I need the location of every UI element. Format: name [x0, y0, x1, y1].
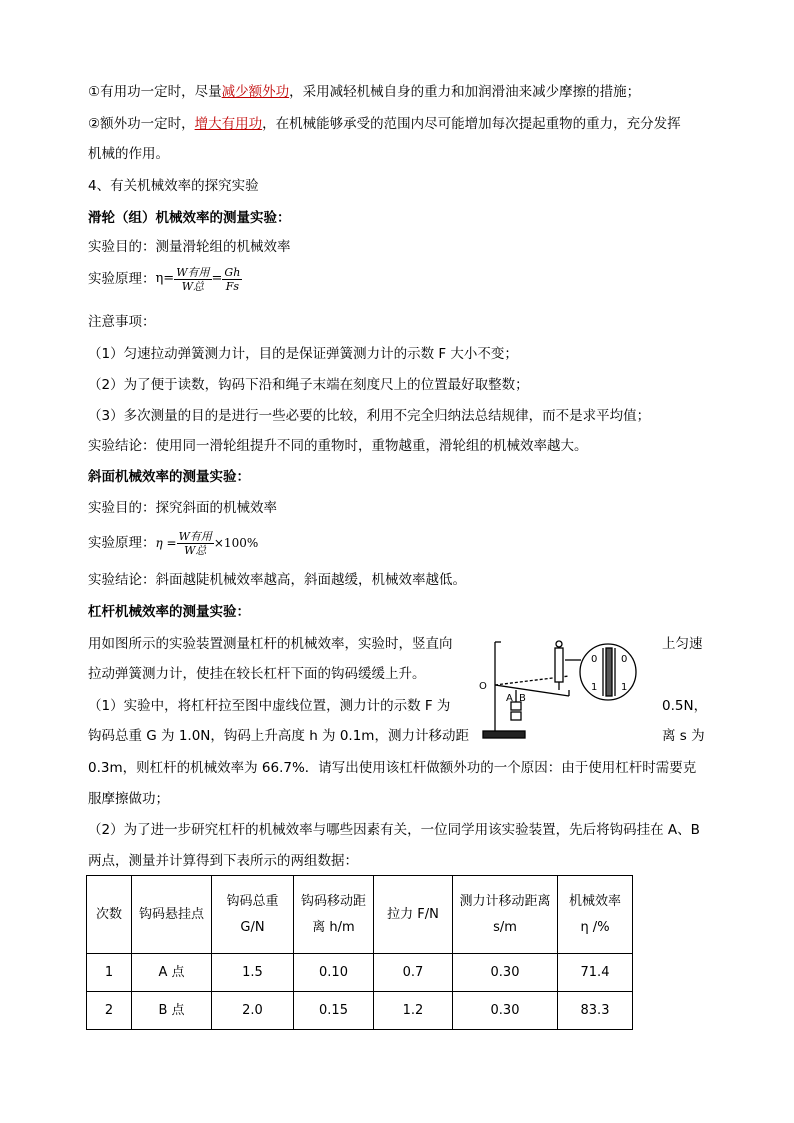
header-cell — [212, 876, 294, 954]
header-cell — [132, 876, 212, 954]
cell: 0.7 — [374, 954, 453, 992]
cell: A 点 — [132, 954, 212, 992]
header-cell — [87, 876, 132, 954]
header-text: G/N — [240, 919, 265, 935]
incline-heading: 斜面机械效率的测量实验： — [88, 469, 250, 485]
header-text: 机械效率 — [568, 893, 621, 909]
cell: 1.2 — [374, 992, 453, 1030]
lever-line-3b: 0.5N， — [662, 698, 708, 714]
scale-ring — [556, 641, 562, 647]
lever-line-2: 拉动弹簧测力计，使挂在较长杠杆下面的钩码缓缓上升。 — [88, 666, 426, 682]
cell: 1.5 — [212, 954, 294, 992]
text: ①有用功一定时，尽量 — [88, 84, 222, 100]
lever-line-8: 两点，测量并计算得到下表所示的两组数据： — [88, 853, 358, 869]
incline-purpose: 实验目的：探究斜面的机械效率 — [88, 500, 277, 516]
stand-base — [483, 731, 525, 738]
lever-line-4b: 离 s 为 — [662, 728, 705, 744]
numerator: W有用 — [176, 265, 210, 279]
table-header-row — [87, 876, 633, 954]
fraction-work — [177, 530, 214, 557]
lever-line-6: 服摩擦做功； — [88, 791, 169, 807]
pulley-conclusion: 实验结论：使用同一滑轮组提升不同的重物时，重物越重，滑轮组的机械效率越大。 — [88, 438, 588, 454]
header-text: 测力计移动距离 — [459, 893, 551, 909]
cell: 0.30 — [453, 992, 558, 1030]
denominator: Fs — [225, 279, 239, 293]
header-text: 离 h/m — [312, 919, 355, 935]
principle-label: 实验原理： — [88, 535, 156, 551]
header-text: 钩码移动距 — [300, 893, 366, 909]
table-row — [87, 954, 633, 992]
fraction-gh-fs — [222, 266, 242, 293]
paragraph-2 — [88, 114, 681, 134]
cell: 2 — [87, 992, 132, 1030]
header-cell — [453, 876, 558, 954]
lever-line-1a: 用如图所示的实验装置测量杠杆的机械效率，实验时，竖直向 — [88, 636, 453, 652]
scale-one: 1 — [591, 682, 598, 693]
numerator: Gh — [224, 265, 241, 279]
pulley-purpose: 实验目的：测量滑轮组的机械效率 — [88, 239, 291, 255]
lever-heading: 杠杆机械效率的测量实验： — [88, 604, 250, 620]
cell: B 点 — [132, 992, 212, 1030]
cell: 1 — [87, 954, 132, 992]
pulley-notes-label: 注意事项： — [88, 314, 156, 330]
table-row — [87, 992, 633, 1030]
section-heading-4: 4、有关机械效率的探究实验 — [88, 178, 259, 194]
cell: 0.15 — [294, 992, 374, 1030]
cell: 71.4 — [558, 954, 633, 992]
lever-apparatus-figure — [473, 630, 653, 744]
header-text: s/m — [493, 919, 517, 935]
lever-data-table — [86, 875, 633, 1030]
scale-one-right: 1 — [621, 682, 628, 693]
text: ②额外功一定时， — [88, 116, 195, 132]
pulley-principle — [88, 264, 242, 294]
scale-zero-right: 0 — [621, 654, 628, 665]
denominator: W总 — [184, 543, 207, 557]
pulley-heading: 滑轮（组）机械效率的测量实验： — [88, 210, 291, 226]
cell: 83.3 — [558, 992, 633, 1030]
paragraph-1 — [88, 82, 640, 102]
header-text: 钩码总重 — [226, 893, 279, 909]
header-cell — [374, 876, 453, 954]
cell: 0.30 — [453, 954, 558, 992]
pulley-note-3: （3）多次测量的目的是进行一些必要的比较，利用不完全归纳法总结规律，而不是求平均值； — [88, 408, 651, 424]
cell: 0.10 — [294, 954, 374, 992]
header-text: 拉力 F/N — [387, 906, 439, 922]
hook-weight-2 — [511, 712, 521, 720]
label-a: A — [506, 693, 513, 704]
lever-line-4a: 钩码总重 G 为 1.0N，钩码上升高度 h 为 0.1m，测力计移动距 — [88, 728, 469, 744]
incline-conclusion: 实验结论：斜面越陡机械效率越高，斜面越缓，机械效率越低。 — [88, 572, 466, 588]
lever-line-5: 0.3m，则杠杆的机械效率为 66.7%．请写出使用该杠杆做额外功的一个原因：由于使用杠杆时需要克 — [88, 760, 697, 776]
header-text: 钩码悬挂点 — [138, 906, 204, 922]
highlight-reduce-extra-work: 减少额外功 — [221, 84, 290, 100]
incline-principle — [88, 527, 258, 559]
cell: 2.0 — [212, 992, 294, 1030]
label-o: O — [479, 681, 487, 692]
text: ，在机械能够承受的范围内尽可能增加每次提起重物的重力，充分发挥 — [262, 116, 681, 132]
paragraph-3: 机械的作用。 — [88, 146, 169, 162]
header-cell — [558, 876, 633, 954]
spring-scale — [555, 648, 563, 682]
times-100-percent: ×100% — [213, 536, 259, 550]
denominator: W总 — [181, 279, 204, 293]
magnifier-pointer — [606, 648, 612, 696]
lever-line-7: （2）为了进一步研究杠杆的机械效率与哪些因素有关，一位同学用该实验装置，先后将钩码挂在 A、B — [88, 822, 700, 838]
scale-zero: 0 — [591, 654, 598, 665]
eta-symbol: η = — [155, 536, 177, 550]
equals-sign: = — [211, 271, 223, 286]
header-text: η /% — [580, 919, 610, 935]
lever-line-3a: （1）实验中，将杠杆拉至图中虚线位置，测力计的示数 F 为 — [88, 698, 451, 714]
pulley-note-1: （1）匀速拉动弹簧测力计，目的是保证弹簧测力计的示数 F 大小不变； — [88, 346, 518, 362]
numerator: W有用 — [178, 529, 212, 543]
header-text: 次数 — [95, 906, 122, 922]
header-cell — [294, 876, 374, 954]
lever-line-1b: 上匀速 — [662, 636, 703, 652]
fraction-work — [174, 266, 211, 293]
text: ，采用减轻机械自身的重力和加润滑油来减少摩擦的措施； — [289, 84, 641, 100]
label-b: B — [519, 693, 526, 704]
highlight-increase-useful-work: 增大有用功 — [194, 116, 263, 132]
pulley-note-2: （2）为了便于读数，钩码下沿和绳子末端在刻度尺上的位置最好取整数； — [88, 377, 529, 393]
eta-symbol: η= — [155, 271, 175, 286]
principle-label: 实验原理： — [88, 271, 156, 287]
